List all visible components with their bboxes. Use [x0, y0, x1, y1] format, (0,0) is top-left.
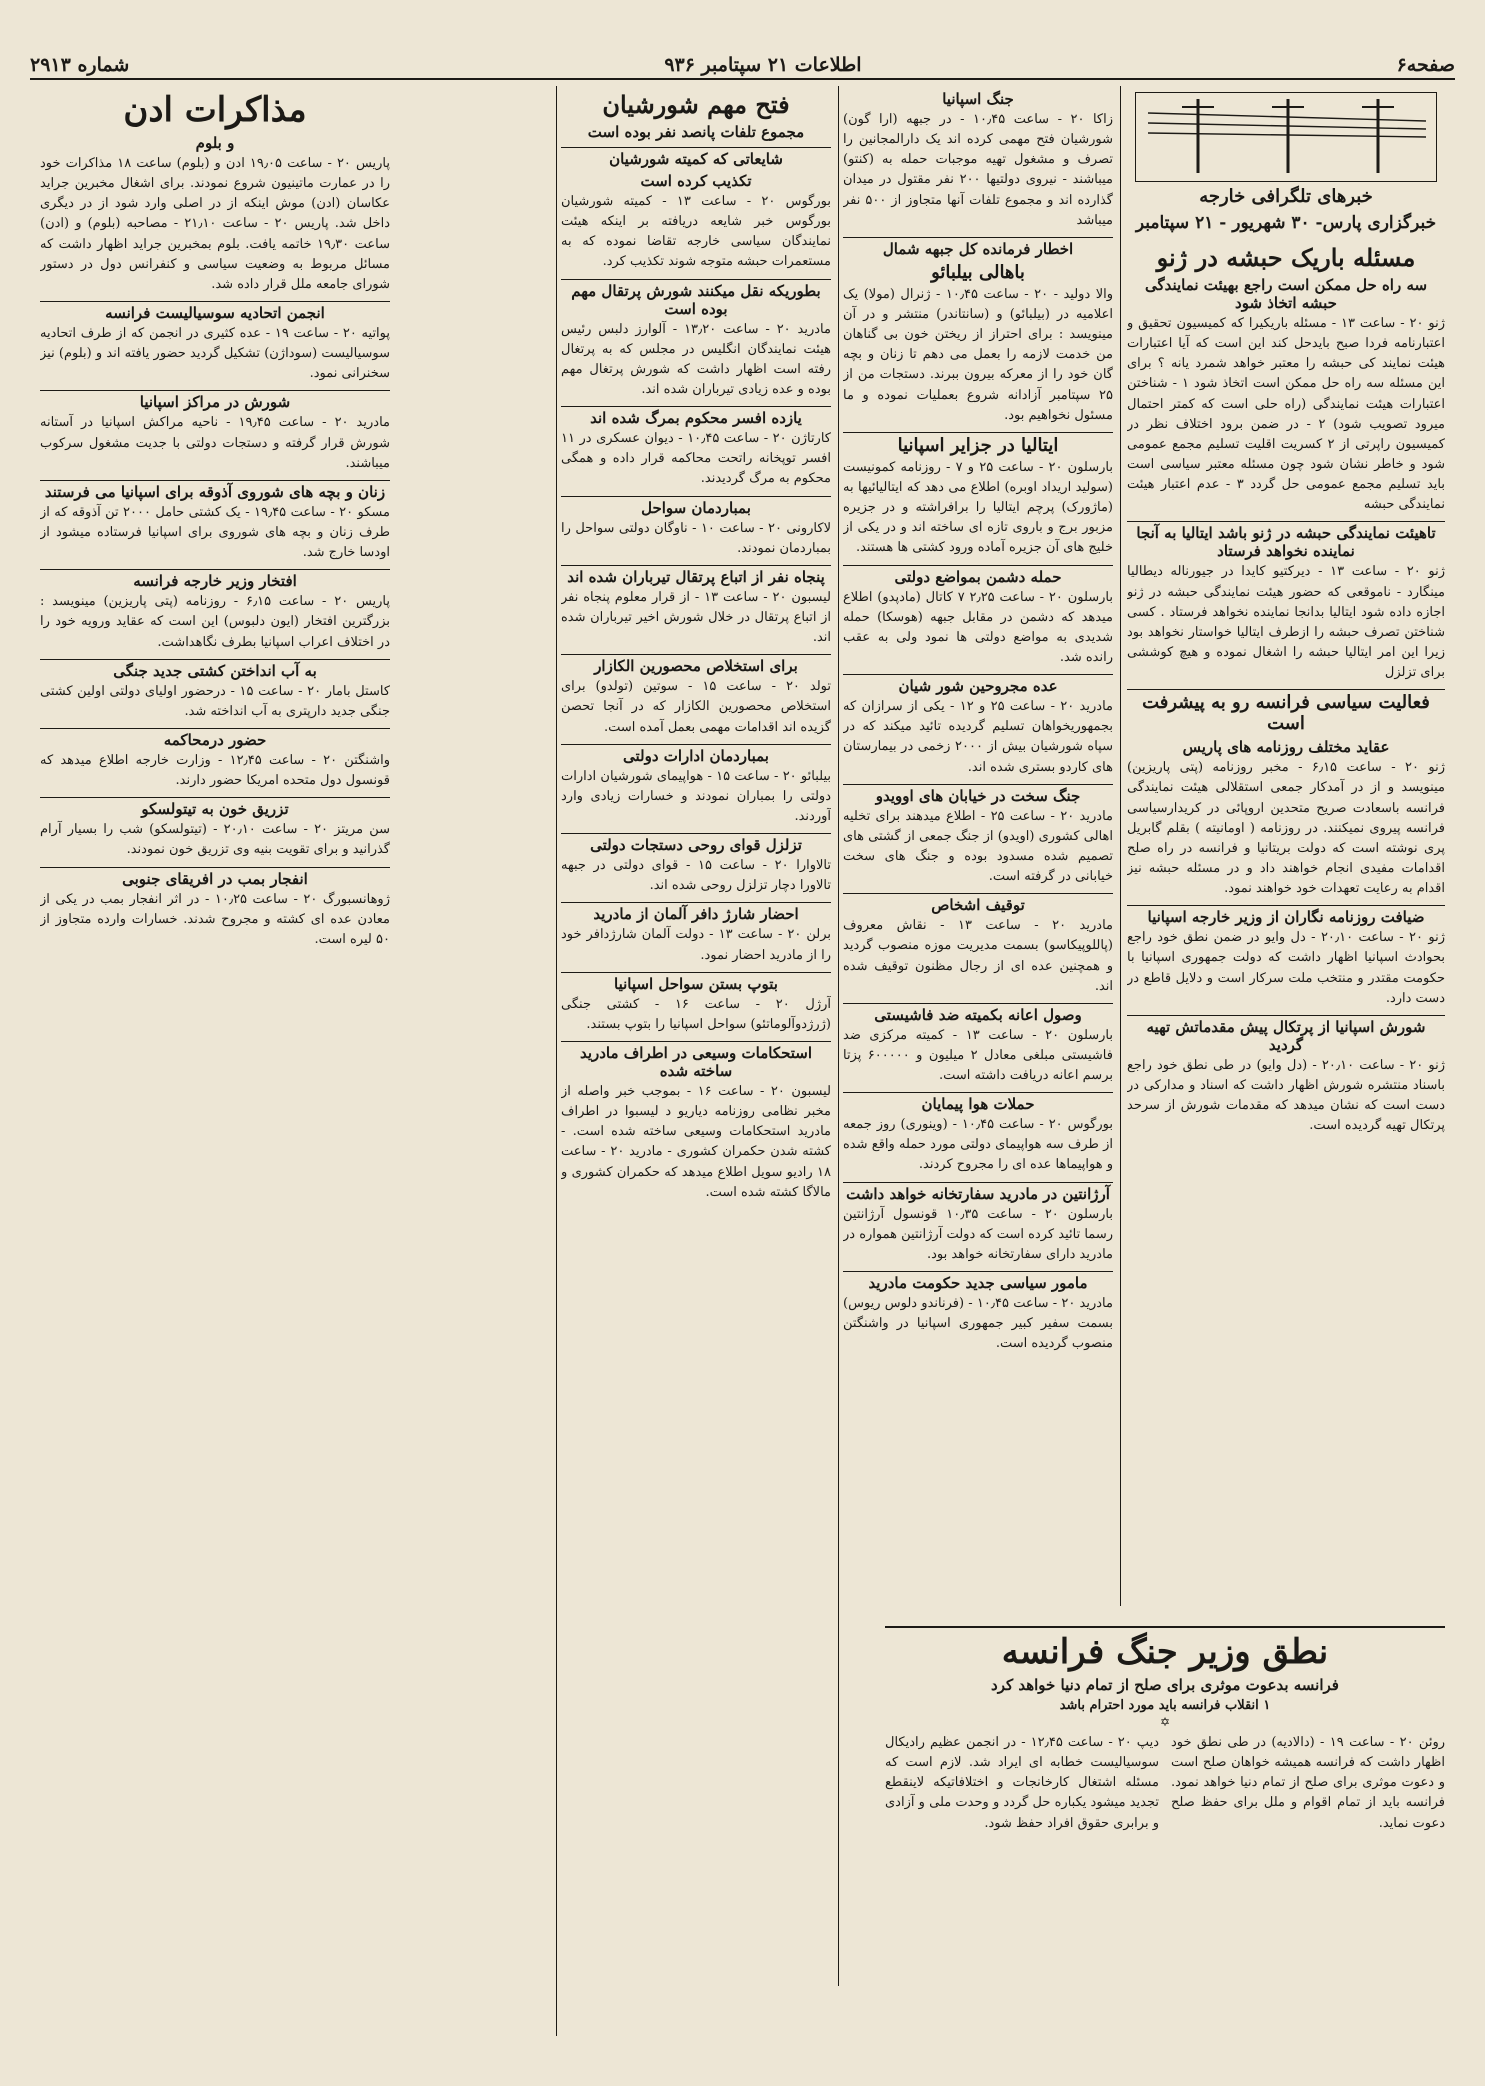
headline-argentina-embassy: آرژانتین در مادرید سفارتخانه خواهد داشت	[843, 1182, 1113, 1203]
headline-german-chargé: تزلزل قوای روحی دستجات دولتی	[561, 833, 831, 854]
article-body: بارسلون ۲۰ - ساعت ۱۰٫۳۵ قونسول آرژانتین رسما تائید کرده است که دولت آرژانتین همواره در مادرید دارای سفارتخانه خواهد بود.	[843, 1206, 1113, 1262]
article-body: لاکارونی ۲۰ - ساعت ۱۰ - ناوگان دولتی سواحل را بمباردمان نمودند.	[561, 520, 831, 556]
headline-french-fm-pride: افتخار وزیر خارجه فرانسه	[40, 569, 390, 590]
article-body: ژنو ۲۰ - ساعت ۱۳ - مسئله باریکیرا که کمیسیون تحقیق و اعتبارنامه فردا صبح بایدحل کند این است که آیا اعتبارات هیئت نمایند کی حبشه را معتبر خواهد شمرد یانه ؟ برای این مسئله سه راه حل ممکن است اتخاذ شود ۱ - شناختن اعتبارات هیئت نمایندگی (راه حلی است که کمتر احتمال میرود تصویب شود) ۲ - در ضمن برود اختلاف نظر در کمیسیون راپرتی از ۲ کسریت اقلیت تسلیم مجمع عمومی شود و خاطر نشان شود چون مسئله معتبر سیاسی است باید تسلیم مجمع عمومی حل گردد ۳ - عدم اعتبار هیئت نمایندگی حبشه	[1127, 316, 1445, 513]
article-body: کارتاژن ۲۰ - ساعت ۱۰٫۴۵ - دیوان عسکری در ۱۱ افسر توپخانه راتحت محاکمه قرار داده و همگی محکوم به مرگ گردیدند.	[561, 431, 831, 487]
headline-govt-offices: برای استخلاص محصورین الکازار	[561, 654, 831, 675]
article-body: بیلبائو ۲۰ - ساعت ۱۵ - هواپیمای شورشیان ادارات دولتی را بمباران نمودند و خسارات زیادی وارد آوردند.	[561, 768, 831, 824]
article-body: تولد ۲۰ - ساعت ۱۵ - سوتین (تولدو) برای استخلاص محصورین الکازار که در آنجا تحصن گزیده اند اقدامات مهمی بعمل آمده است.	[561, 679, 831, 735]
headline-warship-launch: به آب انداختن کشتی جدید جنگی	[40, 659, 390, 680]
subhead-france-2: ۱ انقلاب فرانسه باید مورد احترام باشد	[1059, 1698, 1271, 1713]
article-body: ژنو ۲۰ - ساعت ۲۰٫۱۰ - (دل وایو) در طی نطق خود راجع باسناد منتشره شورش اظهار داشت که اسناد و مدارکی در دست است که نشان میدهد که مقدمات شورش از سرحد پرتکال تهیه گردیده است.	[1127, 1057, 1445, 1134]
headline-new-agent: مامور سیاسی جدید حکومت مادرید	[843, 1271, 1113, 1292]
headline-french-war-minister: نطق وزیر جنگ فرانسه	[1001, 1632, 1329, 1672]
article-body-left: دیپ ۲۰ - ساعت ۱۲٫۴۵ - در انجمن عظیم رادیکال سوسیالیست خطابه ای ایراد شد. لازم است که مسئله اشتغال کارخانجات و اختلافاتیکه لاینقطع تجدید میشود یکباره حل گردد و وحدت ملی و آزادی و برابری حقوق افراد حفظ شود.	[885, 1735, 1159, 1831]
article-body: آرژل ۲۰ - ساعت ۱۶ - کشتی جنگی (ژرژدوآلوماتئو) سواحل اسپانیا را بتوپ بستند.	[561, 996, 831, 1032]
article-body: سن مریتز ۲۰ - ساعت ۲۰٫۱۰ - (تیتولسکو) شب را بسیار آرام گذرانید و برای تقویت بنیه وی تزریق خون نمودند.	[40, 822, 390, 858]
headline-madrid-fortifications: بتوپ بستن سواحل اسپانیا	[561, 972, 831, 993]
headline-rumor-committee: شایعاتی که کمیته شورشیان	[561, 147, 831, 168]
article-body: مسکو ۲۰ - ساعت ۱۹٫۴۵ - یک کشتی حامل ۲۰۰۰ تن آذوقه که از طرف زنان و بچه های شوروی برای اسپانیا فرستاده میشود از اودسا خارج شد.	[40, 504, 390, 561]
article-body: برلن ۲۰ - ساعت ۱۳ - دولت آلمان شارژدافر خود را از مادرید احضار نمود.	[561, 927, 831, 963]
news-agency-line: خبرگزاری پارس- ۳۰ شهریور - ۲۱ سپتامبر	[1135, 213, 1437, 233]
headline-aden-talks: مذاکرات ادن	[123, 90, 307, 130]
headline-italy-islands: ایتالیا در جزایر اسپانیا	[843, 432, 1113, 456]
foreign-news-logo	[1135, 92, 1437, 182]
headline-coast-shelling: احضار شارژ دافر آلمان از مادرید	[561, 902, 831, 923]
headline-socialist-union: انجمن اتحادیه سوسیالیست فرانسه	[40, 301, 390, 322]
article-body: مادرید ۲۰ - ساعت ۱۳ - نقاش معروف (پاللوپیکاسو) بسمت مدیریت موزه منصوب گردید و همچنین عده ای از رجال مظنون توقیف شده اند.	[843, 918, 1113, 994]
column-foreign-news	[1127, 86, 1445, 1646]
article-body: لیسبون ۲۰ - ساعت ۱۳ - از قرار معلوم پنجاه نفر از اتباع پرتقال در خلال شورش اخیر تیرباران شده اند.	[561, 589, 831, 646]
subhead-paris-papers: عقاید مختلف روزنامه های پاریس	[1182, 738, 1390, 757]
headline-wounded: عده مجروحین شور شیان	[843, 674, 1113, 695]
issue-number: شماره ۲۹۱۳	[30, 54, 130, 76]
column-rule	[838, 86, 839, 1986]
article-body-right: روئن ۲۰ - ساعت ۱۹ - (دالادیه) در طی نطق خود اظهار داشت که فرانسه همیشه خواهان صلح است و دعوت موثری برای صلح از تمام دنیا خواهد نمود. فرانسه باید از تمام اقوام و ملل برای حفظ صلح دعوت نماید.	[1171, 1735, 1445, 1831]
article-body: تالاوارا ۲۰ - ساعت ۱۵ - قوای دولتی در جبهه تالاورا دچار تزلزل روحی شده اند.	[561, 858, 831, 894]
publication-date: اطلاعات ۲۱ سپتامبر ۹۳۶	[664, 54, 862, 76]
article-body: پواتیه ۲۰ - ساعت ۱۹ - عده کثیری در انجمن که از طرف اتحادیه سوسیالیست (سوداژن) تشکیل گردید حضور یافته اند و (بلوم) نیز سخنرانی نمود.	[40, 325, 390, 382]
column-left	[40, 86, 390, 2036]
column-spanish-war-3	[561, 86, 831, 2086]
article-body: بارسلون ۲۰ - ساعت ۲٫۲۵ ۷ کاتال (مادپدو) اطلاع میدهد که دشمن در مقابل جبهه (هوسکا) حمله شدیدی به مواضع دولتی ها نمود ولی به عقب رانده شد.	[843, 589, 1113, 665]
headline-air-attacks: حملات هوا پیمایان	[843, 1092, 1113, 1113]
subhead-losses: مجموع تلفات پانصد نفر بوده است	[587, 123, 805, 141]
headline-bomb-south-africa: انفجار بمب در افریقای جنوبی	[40, 867, 390, 888]
subhead-blum: و بلوم	[195, 134, 235, 152]
article-body: مادرید ۲۰ - ساعت ۱۰٫۴۵ - (فرناندو دلوس ریوس) بسمت سفیر کبیر جمهوری اسپانیا در واشنگتن منصوب گردیده است.	[843, 1296, 1113, 1352]
french-war-minister-feature	[885, 1626, 1445, 2028]
article-body: والا دولید - ۲۰ - ساعت ۱۰٫۴۵ - ژنرال (مولا) یک اعلامیه در (بیلبائو) و (سانتاندر) منتشر و در آن مینویسد : برای احتراز از ریختن خون بی گناهان من خدمت لازمه را بعمل می دهم تا زنان و بچه گان خود را از معرکه بیرون ببرند. دستجات من از ۲۵ سپتامبر آزادانه شروع بعملیات نموده و ما مسئول نخواهیم بود.	[843, 286, 1113, 423]
headline-abyssinia: مسئله باریک حبشه در ژنو	[1156, 243, 1416, 272]
headline-eleven-officers: یازده افسر محکوم بمرگ شده اند	[561, 406, 831, 427]
headline-rebels-victory: فتح مهم شورشیان	[602, 90, 790, 119]
page-label: صفحه۶	[1396, 54, 1455, 76]
article-body: واشنگتن ۲۰ - ساعت ۱۲٫۴۵ - وزارت خارجه اطلاع میدهد که قونسول دول متحده امریکا حضور دارند.	[40, 752, 390, 789]
article-body: مادرید ۲۰ - ساعت ۲۵ و ۱۲ - یکی از سرازان که بجمهوریخواهان تسلیم گردیده تائید میکند که در سپاه شورشیان بیش از ۲۰۰۰ زخمی در بیمارستان های کاردو بستری شده اند.	[843, 699, 1113, 775]
article-body: مادرید ۲۰ - ساعت ۱۳٫۲۰ - آلوارز دلبس رئیس هیئت نمایندگان انگلیس در مجلس که به پرتغال رفته است اظهار داشت که شورش پرتغال مهم بوده و عده زیادی تیرباران شده اند.	[561, 321, 831, 397]
headline-northern-front: اخطار فرمانده کل جبهه شمال	[843, 237, 1113, 258]
article-body: پاریس ۲۰ - ساعت ۱۹٫۰۵ ادن و (بلوم) ساعت ۱۸ مذاکرات خود را در عمارت ماتینیون شروع نمودند. برای اشغال مخبرین جراید عکاسان (ادن) موش اینکه از در اصلی وارد شود از در دیگری داخل شد. پاریس ۲۰ - ساعت ۲۱٫۱۰ - مصاحبه (بلوم) و (ادن) ساعت ۱۹٫۳۰ خاتمه یافت. بلوم بمخبرین جراید اظهار داشت که مسائل مربوط به وضعیت سیاسی و کنفرانس دول در دستور شورای جامعه ملل قرار داده شد.	[40, 156, 390, 292]
subhead-abyssinia: سه راه حل ممکن است راجع بهیئت نمایندگی حبشه اتخاذ شود	[1144, 276, 1428, 312]
article-body: زاکا ۲۰ - ساعت ۱۰٫۴۵ - در جبهه (ارا گون) شورشیان فتح مهمی کرده اند یک دارالمجانین را تصرف و مشغول تهیه موجبات حمله به (کنتو) میباشند - نیروی دولتیها ۲۰۰ نفر مقتول در میدان گذارده اند و مجموع تلفات آنها متجاوز از ۵۰۰ نفر میباشد	[843, 112, 1113, 228]
article-body: لیسبون ۲۰ - ساعت ۱۶ - بموجب خبر واصله از مخبر نظامی روزنامه دیاریو د لیسبوا در اطراف مادرید استحکامات وسیعی ساخته شده است. - کشته شدن حکمران کشوری - مادرید ۲۰ - ساعت ۱۸ رادیو سویل اطلاع میدهد که حکمران کشوری و مالاگا کشته شده است.	[561, 1083, 831, 1200]
headline-oviedo: جنگ سخت در خیابان های اوویدو	[843, 784, 1113, 805]
headline-blood-transfusion: تزریق خون به تیتولسکو	[40, 797, 390, 818]
headline-portugal: بطوریکه نقل میکنند شورش پرتقال مهم بوده است	[561, 279, 831, 318]
star-icon: ✡	[1159, 1715, 1171, 1729]
headline-enemy-attack: حمله دشمن بمواضع دولتی	[843, 565, 1113, 586]
headline-soviet-women: زنان و بچه های شوروی آذوقه برای اسپانیا می فرستند	[40, 480, 390, 501]
headline-delegation: تاهیئت نمایندگی حبشه در ژنو باشد ایتالیا به آنجا نماینده نخواهد فرستاد	[1127, 521, 1445, 560]
section-label: جنگ اسپانیا	[942, 90, 1014, 108]
article-body: بارسلون ۲۰ - ساعت ۱۳ - کمیته مرکزی ضد فاشیستی مبلغی معادل ۲ میلیون و ۶۰۰۰۰۰ پزتا برسم اعانه دریافت داشته است.	[843, 1027, 1113, 1084]
article-body: بورگوس ۲۰ - ساعت ۱۰٫۴۵ - (وینوری) روز جمعه از طرف سه هواپیمای دولتی مورد حمله واقع شده و هواپیماها عده ای را مجروح کردند.	[843, 1117, 1113, 1173]
article-body: ژنو ۲۰ - ساعت ۱۳ - دیرکتیو کایدا در جیورناله دیطالیا مینگارد - ناموقعی که حضور هیئت نمایندگی حبشه در ژنو اجازه داده شود ایتالیا بدانجا نماینده نخواهد فرستاد . کسی شناختن تصرف حبشه را ازطرف ایتالیا خواستار نخواهد بود زیرا این امر ایتالیا حبشه را اشغال نموده و هیچ کوششی برای تزلزل	[1127, 564, 1445, 681]
page-header	[30, 52, 1455, 80]
article-body: بورگوس ۲۰ - ساعت ۱۳ - کمیته شورشیان بورگوس خبر شایعه دریافته بر اینکه هیئت نمایندگان سیاسی خارجه تقاضا نموده که به مستعمرات حبشه متوجه شوند تکذیب کرد.	[561, 194, 831, 270]
headline-arrest: توقیف اشخاص	[843, 893, 1113, 914]
column-rule	[556, 86, 557, 2036]
column-rule	[1120, 86, 1121, 1606]
headline-bilbao: باهالی بیلبائو	[931, 261, 1025, 283]
article-body: ژنو ۲۰ - ساعت ۲۰٫۱۰ - دل وایو در ضمن نطق خود راجع بحوادث اسپانیا اظهار داشت که دولت جمهوری اسپانیا با حکومت مقتدر و منتخب ملت سرکار است و دلایل قاطع در دست دارد.	[1127, 930, 1445, 1006]
headline-catalonia-riots: شورش در مراکز اسپانیا	[40, 390, 390, 411]
headline-press-fm: ضیافت روزنامه نگاران از وزیر خارجه اسپانیا	[1127, 905, 1445, 926]
headline-coast-bombing: بمباردمان سواحل	[561, 496, 831, 517]
article-body: مادرید ۲۰ - ساعت ۲۵ - اطلاع میدهند برای تخلیه اهالی کشوری (اویدو) از جنگ جمعی از گشتی های تصمیم شده مسدود بوده و جنگ های سخت خیابانی در گرفته است.	[843, 808, 1113, 885]
article-body: مادرید ۲۰ - ساعت ۱۹٫۴۵ - ناحیه مراکش اسپانیا در آستانه شورش قرار گرفته و دستجات دولتی با جدیت مشغول سرکوب میباشند.	[40, 415, 390, 471]
telegraph-poles-icon	[1138, 93, 1436, 179]
article-body: بارسلون ۲۰ - ساعت ۲۵ و ۷ - روزنامه کمونیست (سولید اریداد اوبره) اطلاع می دهد که ایتالیائیها به (ماژورک) پرچم ایتالیا را برافراشته و در جزیره مزبور برج و باروی تازه ای ساخته اند و در یکی از خلیج های آن جزیره آماده ورود کشتی ها هستند.	[843, 459, 1113, 556]
article-body: پاریس ۲۰ - ساعت ۶٫۱۵ - روزنامه (پتی پاریزین) مینویسد : بزرگترین افتخار (ایون دلبوس) این است که عقاید ورویه خود را در اختلاف اعراب اسپانیا بطرف نگاهداشت.	[40, 594, 390, 650]
subhead-france: فرانسه بدعوت موثری برای صلح از تمام دنیا خواهد کرد	[991, 1676, 1339, 1694]
headline-alcazar: پنجاه نفر از اتباع پرتقال تیرباران شده اند	[561, 565, 831, 586]
article-body: ژنو ۲۰ - ساعت ۶٫۱۵ - مخبر روزنامه (پتی پاریزین) مینویسد و از در آمدکار جمعی استقلالی هیئت نمایندگی فرانسه باسعادت صریح متحدین اروپائی در کریدارسیاسی فرانسه پیروی نمیکنند. در روزنامه ( اومانیته ) بقلم گابریل پری نوشته است که دولت بریتانیا و فرانسه در راه صلح اقدامات مفیدی انجام خواهند داد و در مسئله حبشه نیز اقدام به رعایت تعهدات خود خواهند نمود.	[1127, 760, 1445, 897]
headline-spain-portugal: شورش اسپانیا از پرتکال پیش مقدماتش تهیه گردید	[1127, 1015, 1445, 1054]
subhead-denial: تکذیب کرده است	[640, 172, 752, 190]
article-body: کاستل بامار ۲۰ - ساعت ۱۵ - درحضور اولیای دولتی اولین کشتی جنگی جدید دارپتری به آب انداخته شد.	[40, 683, 390, 719]
headline-ruler-killed: استحکامات وسیعی در اطراف مادرید ساخته شده	[561, 1041, 831, 1080]
foreign-news-title: خبرهای تلگرافی خارجه	[1199, 186, 1373, 207]
headline-morale: بمباردمان ادارات دولتی	[561, 744, 831, 765]
article-body: ژوهانسبورگ ۲۰ - ساعت ۱۰٫۲۵ - در اثر انفجار بمب در یکی از معادن عده ای کشته و مجروح شدند. خسارات وارده متجاوز از ۵۰ لیره است.	[40, 891, 390, 947]
headline-french-policy: فعالیت سیاسی فرانسه رو به پیشرفت است	[1127, 689, 1445, 734]
headline-trial: حضور درمحاکمه	[40, 728, 390, 749]
headline-fascist-aid: وصول اعانه بکمیته ضد فاشیستی	[843, 1003, 1113, 1024]
